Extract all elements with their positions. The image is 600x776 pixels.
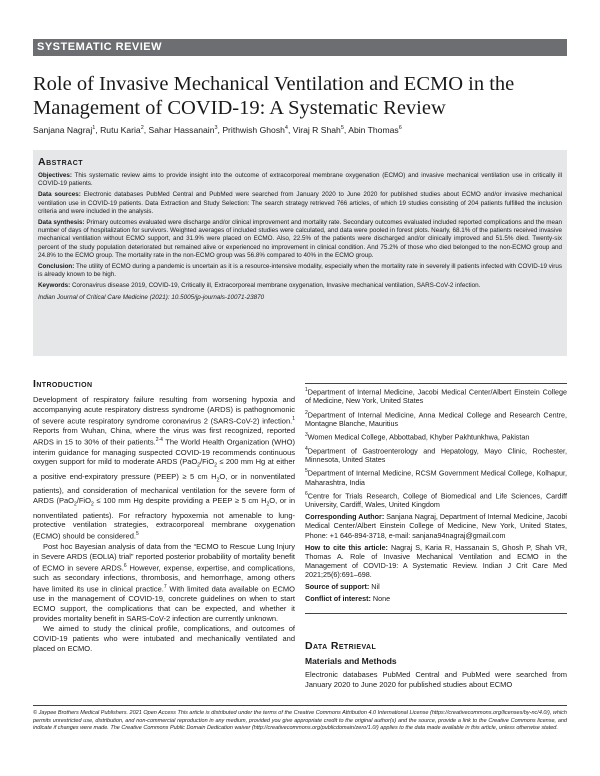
data-retrieval-text: Electronic databases PubMed Central and PubMed were searched from January 2020 to June 2020 for published studies about ECMO: [305, 669, 567, 689]
author-sup: 4: [284, 125, 288, 132]
affiliations-block: [305, 386, 567, 606]
abstract-keywords: Keywords: Coronavirus disease 2019, COVID-19, Critically ill, Extracorporeal membrane oxygenation, Invasive mechanical ventilation, SARS-CoV-2 infection.: [38, 282, 481, 290]
author-name: Sahar Hassanain: [148, 125, 215, 135]
affiliation-item: $^2$Department of Internal Medicine, Anna Medical College and Research Centre, Montagne Blanche, Mauritius: [305, 409, 567, 429]
abstract-synthesis: Data synthesis: Primary outcomes evaluated were discharge and/or clinical improvement and mortality rate. Secondary outcomes evaluated included reported complications and the mean number of days of hospitalization for survivors. Weighted averages of included studies were calculated, and data were pooled in forest plots. Nearly, 68.1% of the patients received invasive mechanical ventilation without ECMO support, and 31.9% were placed on ECMO. Also, 22.5% of the patients were discharged and/or clinically improved and 51.5% died. Twenty-six percent of the study population deteriorated but remained alive or experienced no improvement in clinical condition. And 75.2% of those who died belonged to the non-ECMO group and 24.8% to the ECMO group. The mortality rate in the non-ECMO group was 56.8% compared to 40% in the ECMO group.: [38, 219, 562, 259]
author-name: Prithwish Ghosh: [222, 125, 285, 135]
author-list: Sanjana Nagraj$^1$, Rutu Karia$^2$, Sahar Hassanain$^3$, Prithwish Ghosh$^4$, Viraj R Shah$^5$, Abin Thomas$^6$: [33, 125, 402, 135]
abstract-conclusion: Conclusion: The utility of ECMO during a pandemic is uncertain as it is a resource-intensive modality, especially when the mortality rate in severely ill patients infected with COVID-19 virus is already known to be high.: [38, 263, 562, 279]
license-footer: © Jaypee Brothers Medical Publishers. 2021 Open Access This article is distributed under the terms of the Creative Commons Attribution 4.0 International License (https://creativecommons.org/licenses/by-nc/4.0/), which permits unrestricted use, distribution, and non-commercial reproduction in any medium, provided you give appropriate credit to the original author(s) and the source, provide a link to the Creative Commons license, and indicate if changes were made. The Creative Commons Public Domain Dedication waiver (http://creativecommons.org/publicdomain/zero/1.0/) applies to the data made available in this article, unless otherwise stated.: [33, 705, 567, 733]
author-sup: 5: [340, 125, 344, 132]
how-to-cite: How to cite this article: Nagraj S, Karia R, Hassanain S, Ghosh P, Shah VR, Thomas A. Role of Invasive Mechanical Ventilation and ECMO in the Management of COVID-19: A Systematic Review. Indian J Crit Care Med 2021;25(6):691–698.: [305, 542, 567, 579]
abstract-objectives: Objectives: This systematic review aims to provide insight into the outcome of extracorporeal membrane oxygenation (ECMO) and invasive mechanical ventilation use in critically ill COVID-19 patients.: [38, 172, 562, 188]
affiliation-item: $^5$Department of Internal Medicine, RCSM Government Medical College, Kolhapur, Maharashtra, India: [305, 468, 567, 487]
intro-paragraph-1: Development of respiratory failure resulting from worsening hypoxia and accompanying acute respiratory distress syndrome (ARDS) is pathognomonic of severe acute respiratory syndrome coronavirus 2 (SARS-CoV-2) infection.$^1$ Reports from Wuhan, China, where the virus was first recognized, reported ARDS in 15 to 30% of their patients.$^{2-4}$ The World Health Organization (WHO) interim guidance for managing suspected COVID-19 recommends continuous oxygen support for mild to moderate ARDS (PaO$_2$/FiO$_2$ ≤ 200 mm Hg at either a positive end-expiratory pressure (PEEP) ≥ 5 cm $H_2O$, or in nonventilated patients), and consideration of mechanical ventilation for the severe form of ARDS (PaO$_2$/FiO$_2$ ≤ 100 mm Hg despite providing a PEEP ≥ 5 cm $H_2O$, or in nonventilated patients). For refractory hypoxemia not amenable to lung-protective ventilation strategies, extracorporeal membrane oxygenation (ECMO) should be considered.$^5$: [33, 395, 295, 541]
author-name: Viraj R Shah: [292, 125, 341, 135]
data-retrieval-heading: Data Retrieval: [305, 640, 377, 652]
abstract-heading: Abstract: [38, 156, 84, 168]
affiliation-item: $^1$Department of Internal Medicine, Jacobi Medical Center/Albert Einstein College of Medicine, New York, United States: [305, 387, 567, 406]
affiliation-item: $^3$Women Medical College, Abbottabad, Khyber Pakhtunkhwa, Pakistan: [305, 432, 530, 442]
intro-paragraph-2: Post hoc Bayesian analysis of data from the “ECMO to Rescue Lung Injury in Severe ARDS (EOLIA) trial” reported posterior probability of mortality benefit of ECMO in severe ARDS.$^6$ However, expense, expertise, and complications, such as secondary infections, thrombosis, and hemorrhage, among others have limited its use in clinical practice.$^7$ With limited data available on ECMO use in the management of COVID-19, concrete guidelines on when to start ECMO support, the complications that can be expected, and whether it provides mortality benefit in SARS-CoV-2 infection are currently unknown.: [33, 541, 296, 624]
abstract-box: [33, 150, 567, 356]
intro-paragraph-3: We aimed to study the clinical profile, complications, and outcomes of COVID-19 patients who were intubated and mechanically ventilated and placed on ECMO.: [33, 624, 295, 653]
affiliation-item: $^6$Centre for Trials Research, College of Biomedical and Life Sciences, Cardiff University, Cardiff, Wales, United Kingdom: [305, 490, 567, 510]
article-title: Role of Invasive Mechanical Ventilation and ECMO in the Management of COVID-19: A Systematic Review: [33, 73, 515, 119]
section-tag: SYSTEMATIC REVIEW: [33, 39, 567, 56]
author-name: Rutu Karia: [100, 125, 141, 135]
author-sup: 2: [140, 125, 144, 132]
author-name: Abin Thomas: [348, 125, 399, 135]
affiliation-item: $^4$Department of Gastroenterology and Hepatology, Mayo Clinic, Rochester, Minnesota, United States: [305, 445, 567, 465]
data-retrieval-section: [305, 640, 567, 690]
introduction-heading: Introduction: [33, 378, 93, 390]
author-sup: 6: [398, 125, 402, 132]
journal-citation: Indian Journal of Critical Care Medicine (2021): 10.5005/jp-journals-10071-23870: [38, 293, 265, 301]
author-name: Sanjana Nagraj: [33, 125, 93, 135]
abstract-sources: Data sources: Electronic databases PubMed Central and PubMed were searched from January 2020 to June 2020 for published studies about ECMO and/or invasive mechanical ventilation use in COVID-19 patients. Data Extraction and Study Selection: The search strategy retrieved 766 articles, of which 19 studies consisting of 204 patients fulfilled the inclusion criteria and were included in the analysis.: [38, 191, 562, 215]
affiliation-divider: [305, 383, 567, 384]
author-sup: 3: [214, 125, 218, 132]
conflict-of-interest: Conflict of interest: None: [305, 594, 391, 604]
corresponding-author: Corresponding Author: Sanjana Nagraj, Department of Internal Medicine, Jacobi Medical Center/Albert Einstein College of Medicine, New York, United States, Phone: +1 646-894-3718, e-mail: sanjana94nagraj@gmail.com: [305, 512, 567, 540]
data-retrieval-divider: [305, 613, 567, 614]
source-of-support: Source of support: Nil: [305, 582, 380, 592]
materials-methods-heading: Materials and Methods: [305, 656, 397, 666]
left-column: [33, 378, 295, 654]
author-sup: 1: [92, 125, 96, 132]
